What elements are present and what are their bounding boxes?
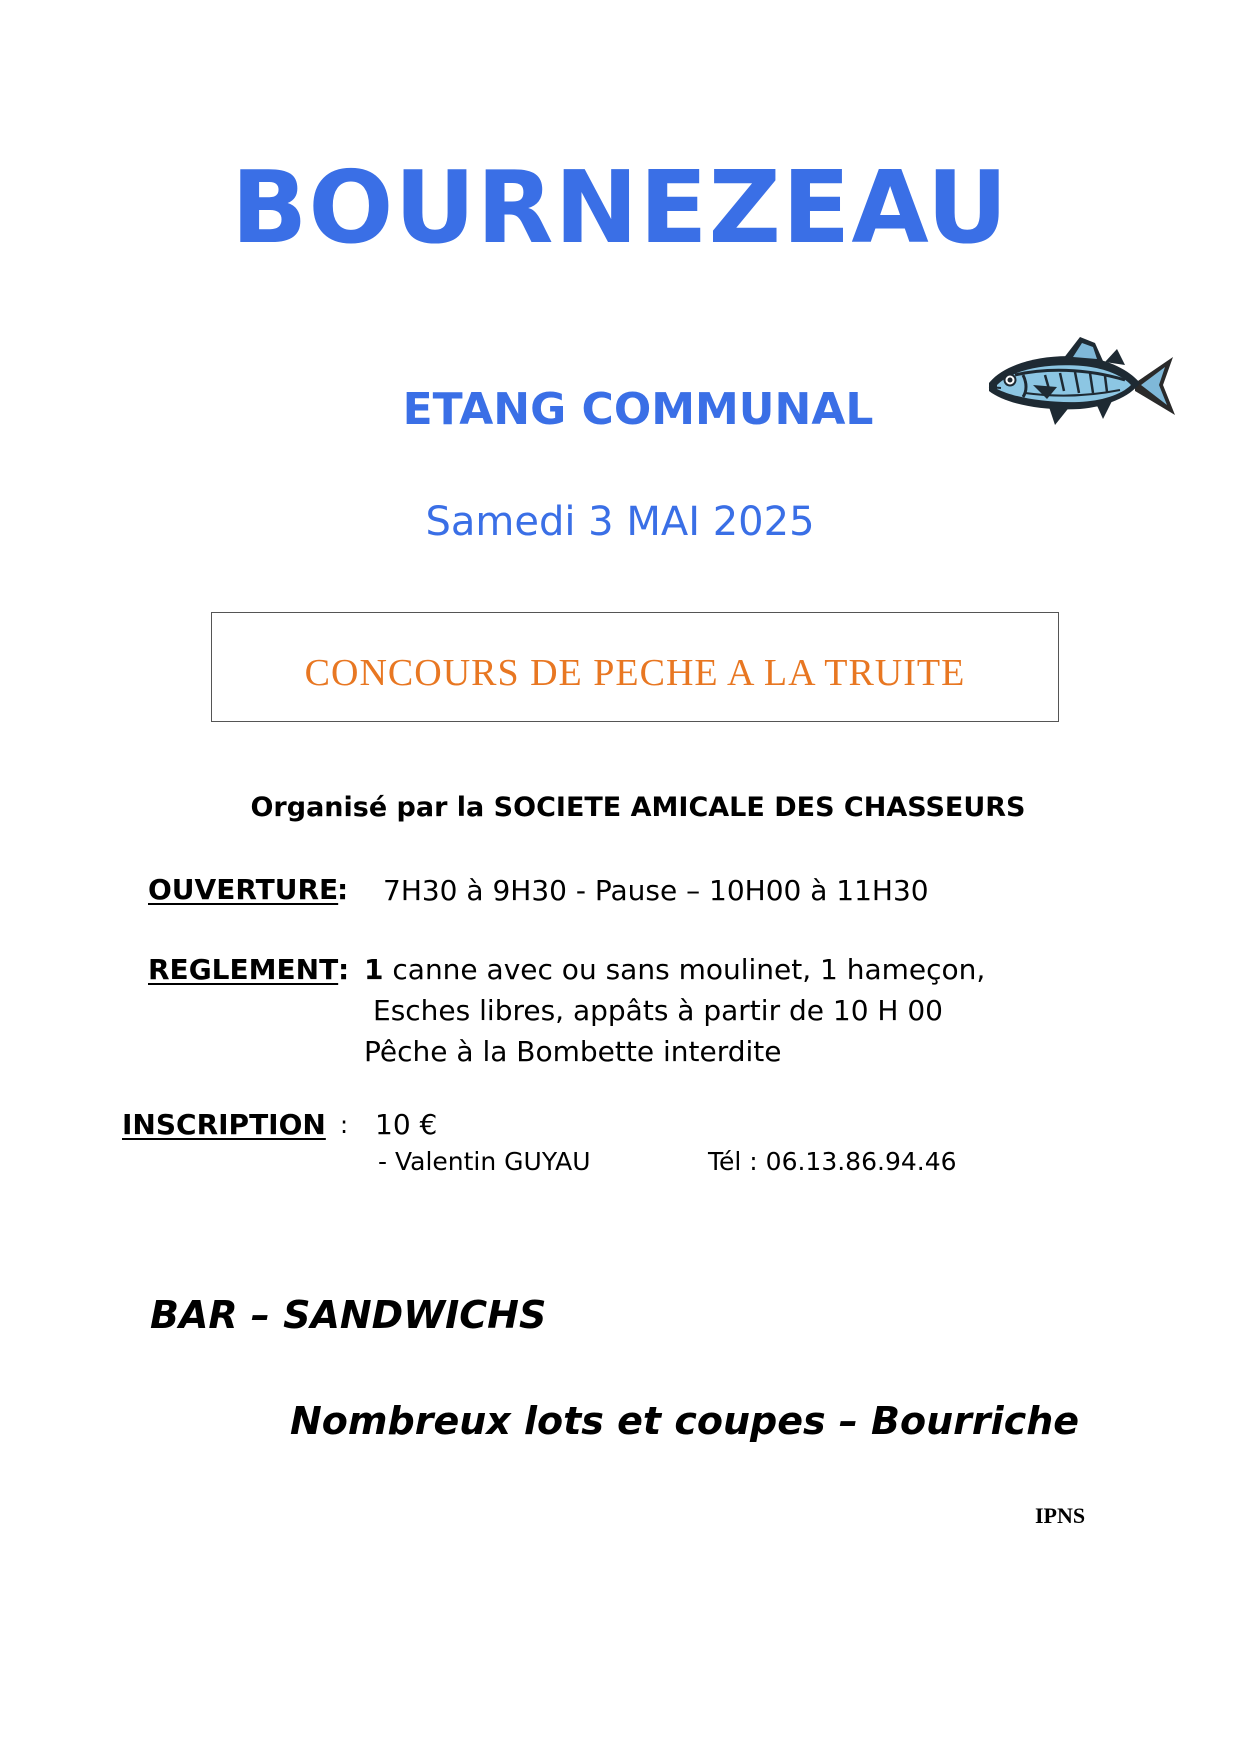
bar-sandwichs: BAR – SANDWICHS	[150, 1293, 547, 1337]
contest-title: CONCOURS DE PECHE A LA TRUITE	[304, 652, 966, 694]
contact-name: - Valentin GUYAU	[378, 1147, 591, 1176]
rules-colon: :	[338, 953, 350, 986]
rules-line-1-text: canne avec ou sans moulinet, 1 hameçon,	[383, 953, 986, 986]
registration-colon: :	[340, 1111, 349, 1139]
ipns-mark: IPNS	[1035, 1503, 1086, 1528]
registration-price: 10 €	[375, 1108, 438, 1141]
contact-phone: Tél : 06.13.86.94.46	[708, 1147, 957, 1176]
town-title: BOURNEZEAU	[231, 149, 1009, 266]
rules-line-3: Pêche à la Bombette interdite	[364, 1035, 782, 1068]
rules-rod-count: 1	[364, 953, 384, 986]
opening-label: OUVERTURE	[148, 873, 339, 906]
prizes-line: Nombreux lots et coupes – Bourriche	[290, 1399, 1080, 1443]
venue-title: ETANG COMMUNAL	[402, 384, 874, 435]
event-date: Samedi 3 MAI 2025	[425, 499, 815, 545]
rules-line-2: Esches libres, appâts à partir de 10 H 00	[373, 994, 943, 1027]
rules-line-1	[364, 953, 986, 986]
opening-colon: :	[337, 873, 349, 906]
organizer-line: Organisé par la SOCIETE AMICALE DES CHASSEURS	[250, 792, 1026, 823]
opening-hours: 7H30 à 9H30 - Pause – 10H00 à 11H30	[383, 874, 929, 907]
rules-label: REGLEMENT	[148, 953, 339, 986]
registration-label: INSCRIPTION	[122, 1108, 326, 1141]
